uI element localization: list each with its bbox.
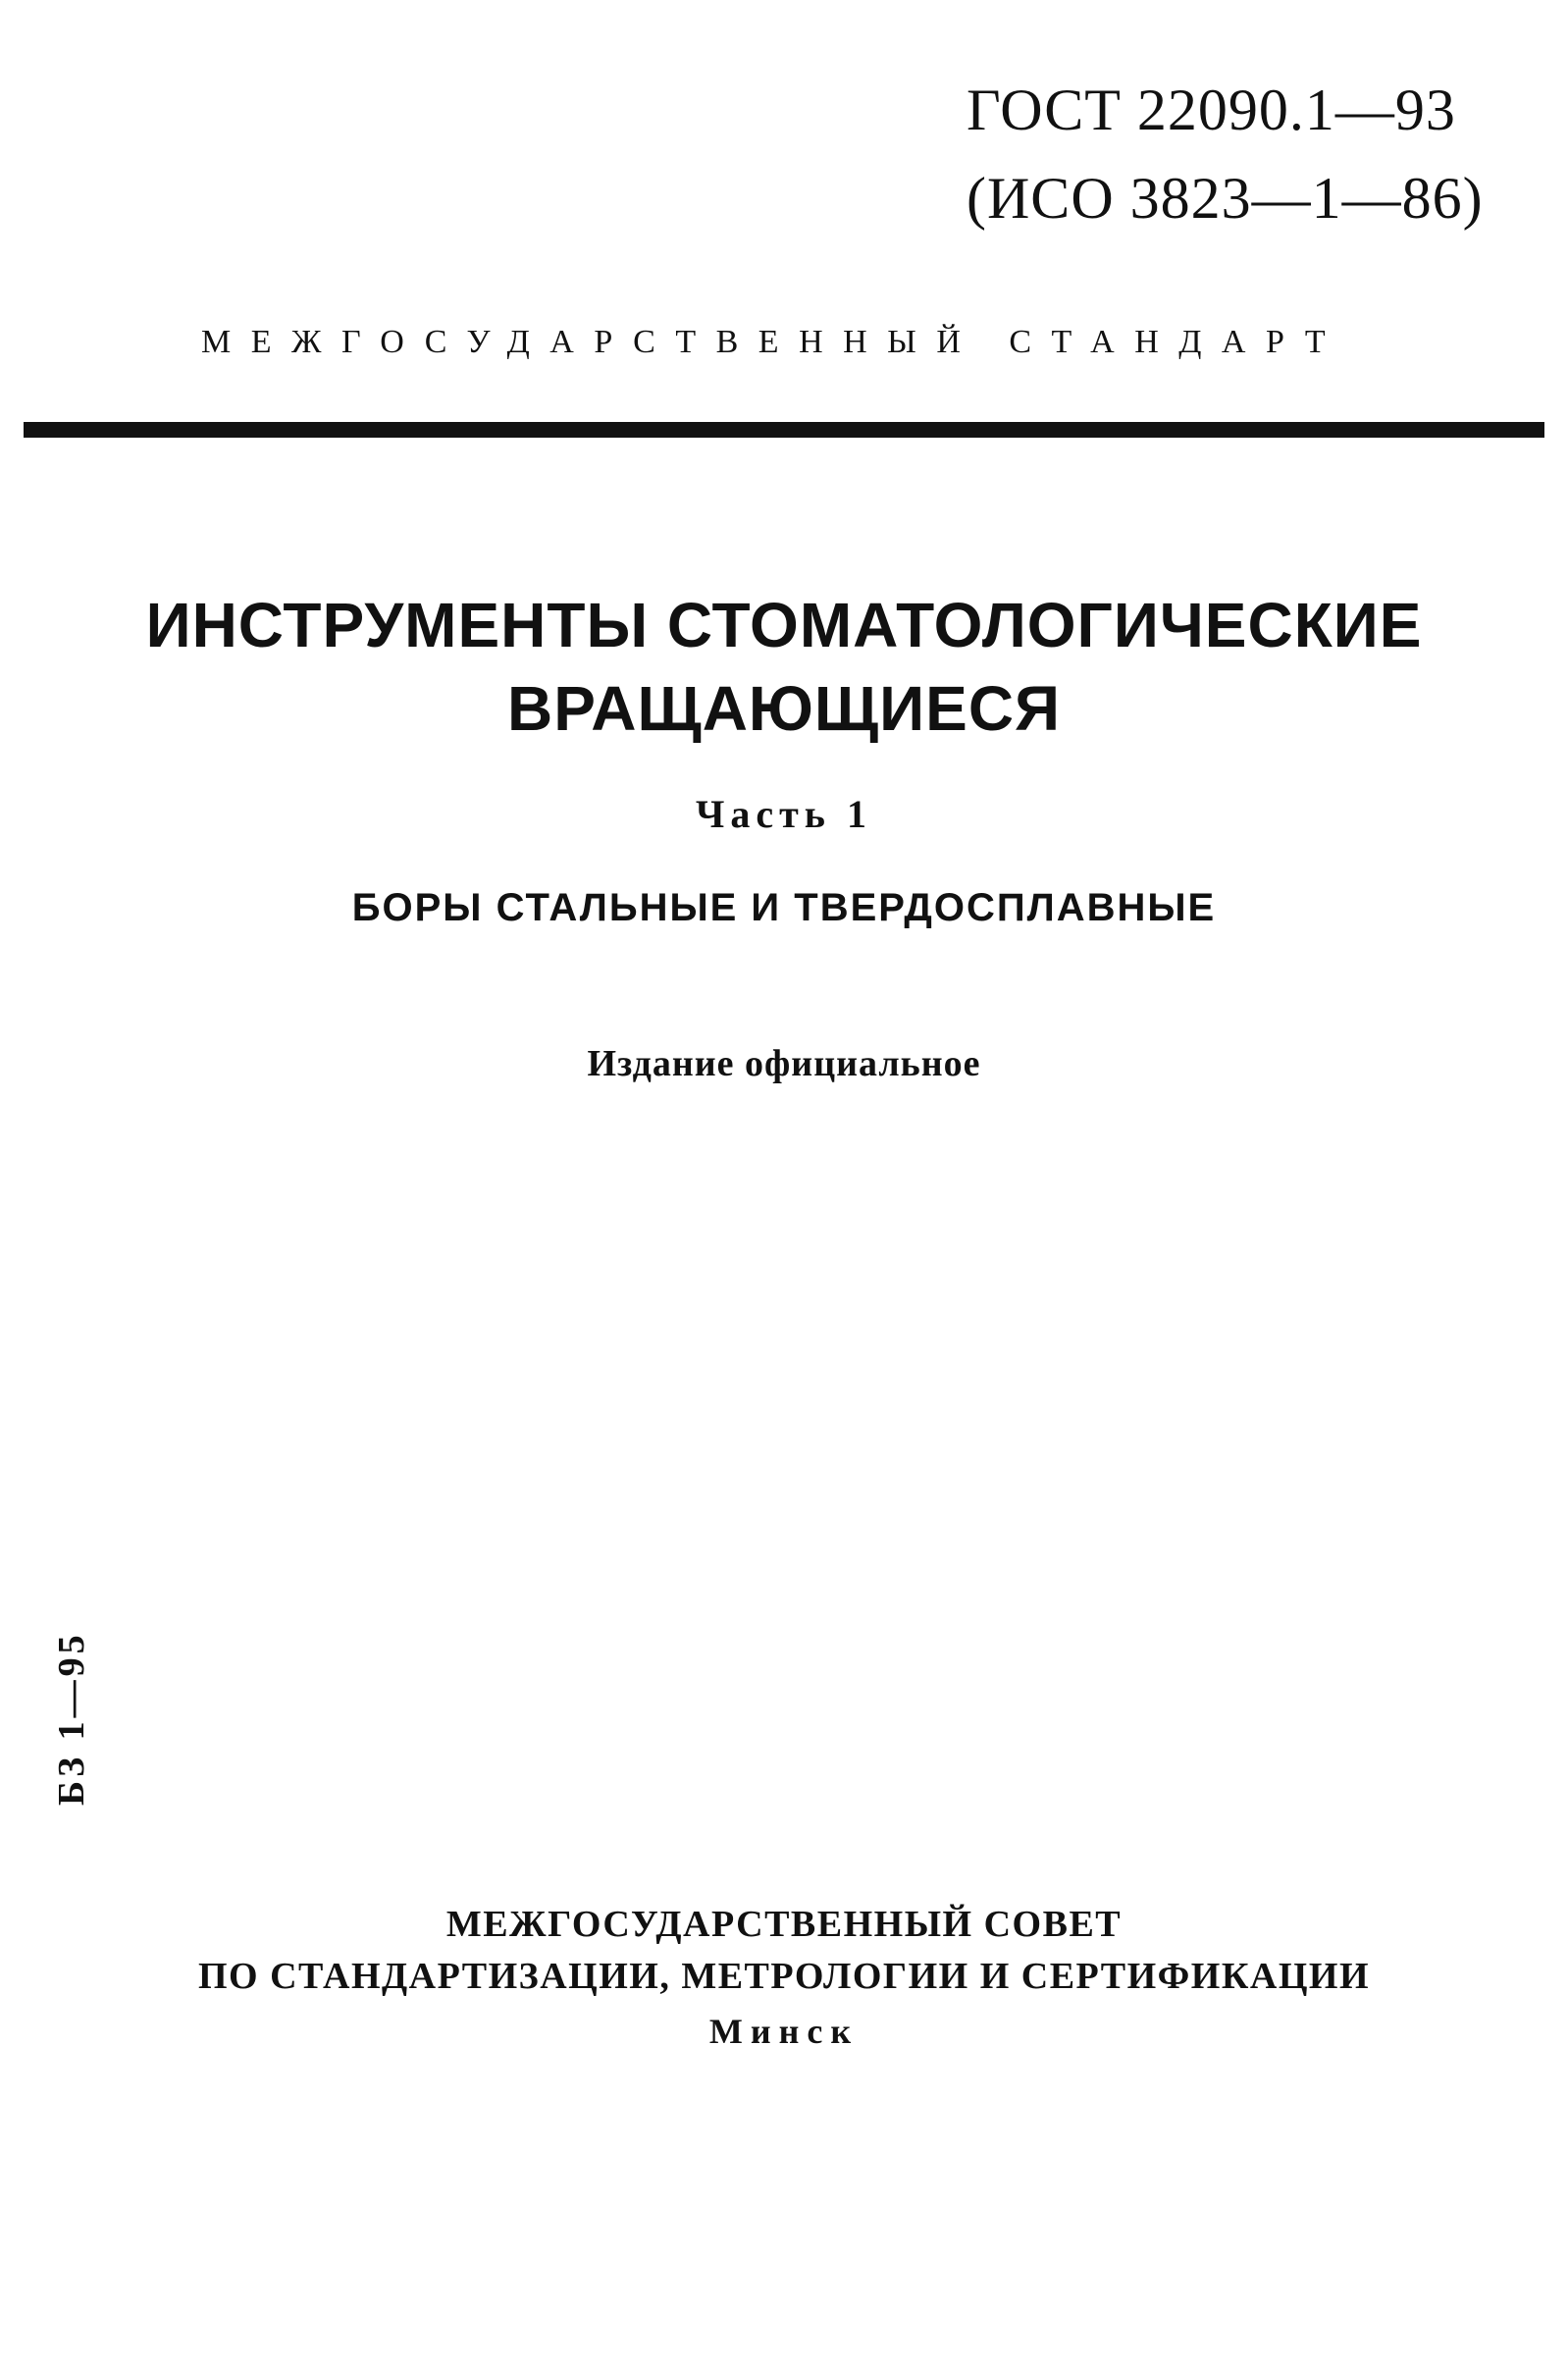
horizontal-rule: [24, 422, 1544, 438]
publisher-line-1: МЕЖГОСУДАРСТВЕННЫЙ СОВЕТ: [445, 1904, 1123, 1945]
edition-label: Издание официальное: [587, 1043, 981, 1084]
title-line-1: ИНСТРУМЕНТЫ СТОМАТОЛОГИЧЕСКИЕ: [145, 590, 1423, 660]
title-line-2: ВРАЩАЮЩИЕСЯ: [506, 673, 1062, 744]
part-label: Часть 1: [696, 792, 872, 836]
gost-designation: ГОСТ 22090.1—93: [967, 78, 1456, 142]
publisher-city: Минск: [708, 2012, 860, 2051]
iso-designation: (ИСО 3823—1—86): [967, 166, 1484, 231]
publisher-line-2: ПО СТАНДАРТИЗАЦИИ, МЕТРОЛОГИИ И СЕРТИФИКАЦИИ: [197, 1956, 1370, 1997]
standard-type-heading: МЕЖГОСУДАРСТВЕННЫЙ СТАНДАРТ: [201, 324, 1346, 360]
subtitle: БОРЫ СТАЛЬНЫЕ И ТВЕРДОСПЛАВНЫЕ: [351, 886, 1217, 929]
side-code: БЗ 1—95: [51, 1631, 92, 1806]
